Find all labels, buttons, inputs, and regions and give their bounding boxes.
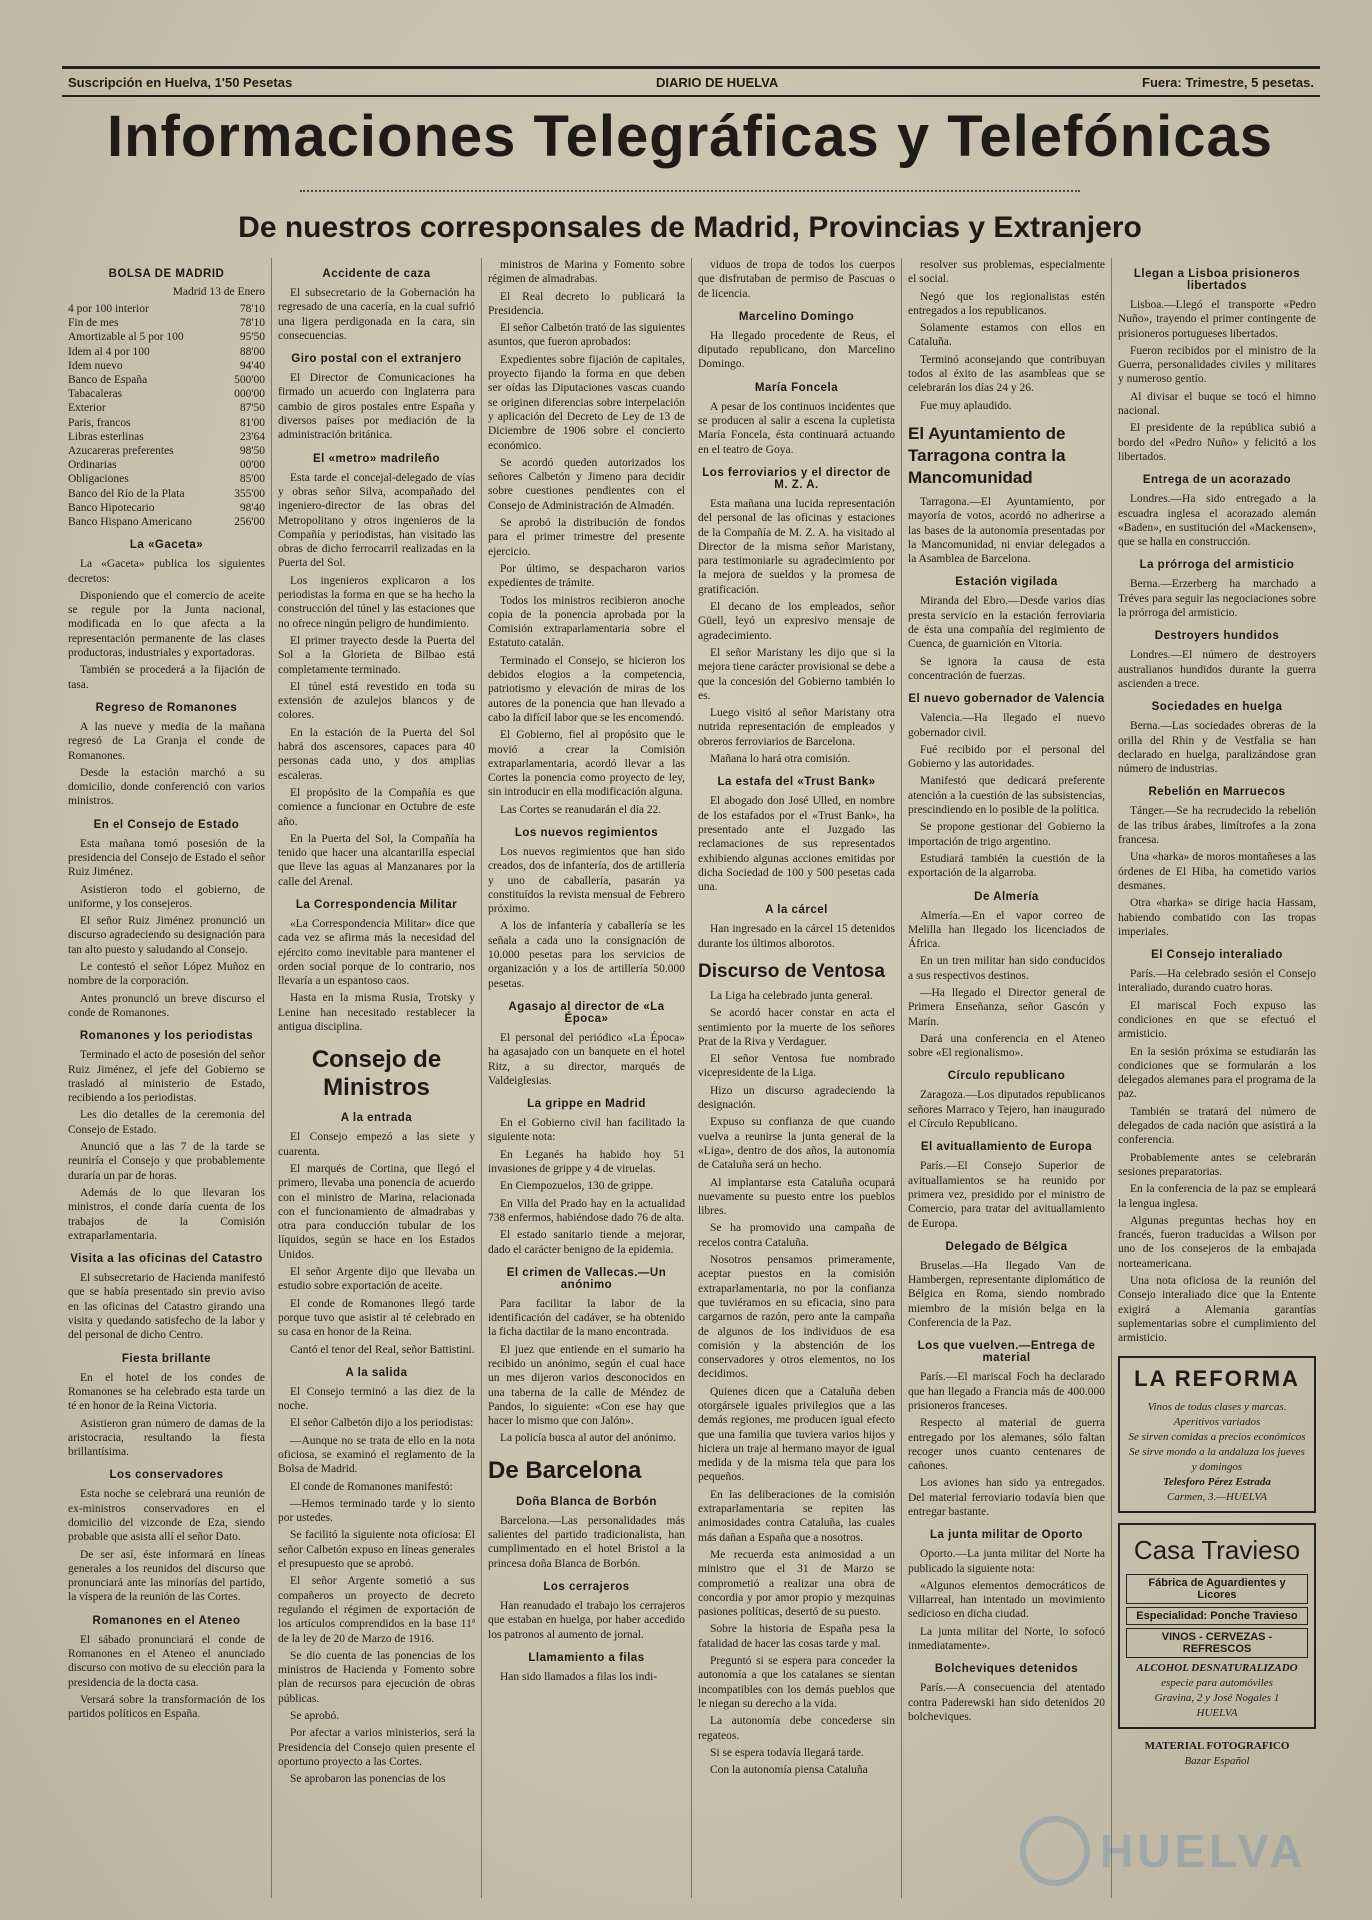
stock-value: 81'00 bbox=[239, 416, 265, 429]
subscription-outside: Fuera: Trimestre, 5 pesetas. bbox=[1142, 74, 1314, 90]
section-heading: Sociedades en huelga bbox=[1151, 701, 1283, 714]
paragraph: Miranda del Ebro.—Desde varios días presta servicio en la estación ferroviaria de ésta una compañía del regimiento de Cuenca, de guarnición en Vitoria. bbox=[908, 595, 1105, 651]
paragraph: París.—A consecuencia del atentado contra Paderewski han sido detenidos 20 bolcheviques. bbox=[908, 1682, 1105, 1723]
section-heading: Los ferroviarios y el director de M. Z. A. bbox=[702, 466, 891, 491]
stock-value: 98'40 bbox=[239, 501, 265, 514]
paragraph: Una nota oficiosa de la reunión del Consejo interaliado dice que la Entente exigirá a Alemania garantías suplementarias sobre el cumplimiento del armisticio. bbox=[1118, 1275, 1316, 1345]
paragraph: Lisboa.—Llegó el transporte «Pedro Nuño», trayendo el primer contingente de prisioneros portugueses libertados. bbox=[1118, 299, 1316, 340]
paragraph: También se procederá a la fijación de tasa. bbox=[68, 664, 265, 691]
section-heading: El «metro» madrileño bbox=[313, 452, 440, 465]
section-heading: Giro postal con el extranjero bbox=[291, 353, 462, 366]
paragraph: Berna.—Las sociedades obreras de la orilla del Rhin y de Vestfalia se han declarado en huelga, paralizándose gran número de industrias. bbox=[1118, 720, 1316, 776]
paragraph: El conde de Romanones llegó tarde porque tuvo que asistir al té celebrado en su casa en honor de la Reina. bbox=[278, 1297, 475, 1339]
paragraph: Negó que los regionalistas estén entregados a los republicanos. bbox=[908, 290, 1105, 317]
stock-value: 78'10 bbox=[239, 303, 265, 315]
paragraph: El Gobierno, fiel al propósito que le movió a crear la Comisión extraparlamentaria, acordó llevar a las Cortes la ponencia como proyecto de ley, sin introducir en ella modificación alguna. bbox=[488, 729, 685, 799]
section-heading: Llamamiento a filas bbox=[528, 1651, 645, 1664]
stock-name: Ordinarias bbox=[68, 459, 117, 472]
paragraph: Los ingenieros explicaron a los periodistas la forma en que se ha hecho la construcción del túnel y las estaciones que no ofrece ningún peligro de hundimiento. bbox=[278, 574, 475, 630]
paragraph: El señor Maristany les dijo que si la mejora tiene carácter provisional se debe a que la concesión del Gobierno también lo es. bbox=[698, 646, 895, 702]
ad-line: Bazar Español bbox=[1184, 1754, 1250, 1767]
paragraph: Barcelona.—Las personalidades más salientes del partido tradicionalista, han cumplimentado en el hotel Bristol a la princesa doña Blanca de Borbón. bbox=[488, 1514, 685, 1570]
section-heading: En el Consejo de Estado bbox=[93, 818, 240, 831]
table-row bbox=[68, 359, 265, 373]
paragraph: Asistieron gran número de damas de la aristocracia, resultando la fiesta brillantísima. bbox=[68, 1417, 265, 1459]
paragraph: Sobre la historia de España pesa la fatalidad de hacer las cosas tarde y mal. bbox=[698, 1623, 895, 1650]
table-row bbox=[68, 330, 265, 344]
column-1 bbox=[62, 258, 272, 1898]
paragraph: Se facilitó la siguiente nota oficiosa: El señor Calbetón expuso en líneas generales el presupuesto que se aprobó. bbox=[278, 1529, 475, 1571]
paragraph: De ser así, éste informará en líneas generales a los reunidos del discurso que pronunciará ante las minorías del partido, la víspera de la reunión de las Cortes. bbox=[68, 1548, 265, 1604]
paragraph: Fueron recibidos por el ministro de la Guerra, personalidades civiles y militares y numeroso gentío. bbox=[1118, 344, 1316, 386]
ad-title: LA REFORMA bbox=[1134, 1365, 1300, 1391]
paragraph: Terminó aconsejando que contribuyan todos al éxito de las asambleas que se celebrarán los días 24 y 26. bbox=[908, 353, 1105, 395]
paragraph: A los de infantería y caballería se les señala a cada uno la consignación de 10.000 pesetas para los servicios de organización y a los de artillería 50.000 pesetas. bbox=[488, 920, 685, 990]
section-heading: Regreso de Romanones bbox=[95, 701, 238, 714]
column-3 bbox=[482, 258, 692, 1898]
section-heading: El Consejo interaliado bbox=[1151, 949, 1283, 962]
ad-line: VINOS - CERVEZAS - REFRESCOS bbox=[1126, 1628, 1308, 1658]
paragraph: En Villa del Prado hay en la actualidad 738 enfermos, habiéndose dado 76 de alta. bbox=[488, 1197, 685, 1224]
stock-name: 4 por 100 interior bbox=[68, 303, 149, 315]
paragraph: También se tratará del número de delegados de cada nación que asistirá a la conferencia. bbox=[1118, 1105, 1316, 1147]
stock-name: Exterior bbox=[68, 402, 106, 415]
stock-value: 355'00 bbox=[234, 487, 265, 500]
paragraph: El señor Ventosa fue nombrado vicepresidente de la Liga. bbox=[698, 1053, 895, 1080]
section-heading: La Correspondencia Militar bbox=[295, 898, 458, 911]
ad-line: Fábrica de Aguardientes y Licores bbox=[1126, 1574, 1308, 1604]
section-heading-large: Discurso de Ventosa bbox=[698, 960, 885, 982]
section-heading-large: El Ayuntamiento de Tarragona contra la Mancomunidad bbox=[908, 423, 1066, 487]
table-row bbox=[68, 373, 265, 387]
ad-line: Especialidad: Ponche Travieso bbox=[1126, 1607, 1308, 1625]
paragraph: El personal del periódico «La Época» ha agasajado con un banquete en el hotel Ritz, a su director, marqués de Valdeiglesias. bbox=[488, 1031, 685, 1087]
paragraph: Los nuevos regimientos que han sido creados, dos de infantería, dos de artillería y uno de caballería, pasarán ya constituídos la revista mensual de Febrero próximo. bbox=[488, 845, 685, 916]
paragraph: El Real decreto lo publicará la Presidencia. bbox=[488, 290, 685, 317]
section-heading: Llegan a Lisboa prisioneros libertados bbox=[1133, 268, 1301, 292]
stock-name: Fin de mes bbox=[68, 317, 119, 330]
paragraph: El Director de Comunicaciones ha firmado un acuerdo con Inglaterra para cambio de giros postales entre España y diversos países por mediación de la administración británica. bbox=[278, 372, 475, 442]
paragraph: París.—El Consejo Superior de avituallamientos se ha reunido por primera vez, presidido por el ministro de Comercio, para tratar del avituallamiento de Europa. bbox=[908, 1160, 1105, 1230]
paragraph: La Liga ha celebrado junta general. bbox=[710, 989, 873, 1002]
column-5 bbox=[902, 258, 1112, 1898]
section-heading: BOLSA DE MADRID bbox=[108, 268, 225, 280]
paragraph: La policía busca al autor del anónimo. bbox=[500, 1432, 676, 1445]
paragraph: —Hemos terminado tarde y lo siento por ustedes. bbox=[278, 1497, 475, 1525]
paragraph: En la estación de la Puerta del Sol habrá dos ascensores, capaces para 40 personas cada uno, y dos amplias escaleras. bbox=[278, 726, 475, 782]
section-heading: Delegado de Bélgica bbox=[945, 1240, 1068, 1253]
ad-line: ALCOHOL DESNATURALIZADO bbox=[1136, 1661, 1298, 1674]
paragraph: ministros de Marina y Fomento sobre régimen de almadrabas. bbox=[488, 259, 685, 286]
section-heading: Visita a las oficinas del Catastro bbox=[70, 1253, 263, 1266]
paragraph: El mariscal Foch expuso las condiciones en que se efectuó el armisticio. bbox=[1118, 999, 1316, 1041]
column-2 bbox=[272, 258, 482, 1898]
paragraph: Probablemente antes se celebrarán sesiones preparatorias. bbox=[1118, 1151, 1316, 1178]
paragraph: Berna.—Erzerberg ha marchado a Tréves para seguir las negociaciones sobre la prórroga del armisticio. bbox=[1118, 578, 1316, 620]
table-row bbox=[68, 430, 265, 444]
section-heading: Accidente de caza bbox=[322, 268, 431, 280]
stock-value: 95'50 bbox=[239, 331, 265, 344]
paragraph: El señor Argente dijo que llevaba un estudio sobre exportación de aceite. bbox=[278, 1266, 475, 1293]
paragraph: Además de lo que llevaran los ministros, el conde daría cuenta de los trabajos de la Comisión extraparlamentaria. bbox=[68, 1186, 265, 1242]
paragraph: Se aprobó la distribución de fondos para el primer trimestre del presente ejercicio. bbox=[488, 517, 685, 558]
stock-name: Tabacaleras bbox=[68, 388, 123, 401]
paragraph: Al implantarse esta Cataluña ocupará nuevamente su puesto entre los pueblos libres. bbox=[698, 1176, 895, 1218]
paragraph: Por último, se despacharon varios expedientes de trámite. bbox=[488, 562, 685, 590]
section-heading: A la salida bbox=[345, 1366, 408, 1379]
stock-value: 94'40 bbox=[239, 359, 265, 372]
paragraph: Fué recibido por el personal del Gobierno y las autoridades. bbox=[908, 743, 1105, 771]
ad-line: Carmen, 3.—HUELVA bbox=[1167, 1490, 1267, 1503]
stock-name: Paris, francos bbox=[68, 416, 131, 429]
newspaper-name: DIARIO DE HUELVA bbox=[655, 74, 779, 90]
page-subtitle: De nuestros corresponsales de Madrid, Provincias y Extranjero bbox=[238, 211, 1142, 244]
table-row bbox=[68, 345, 265, 359]
paragraph: Tarragona.—El Ayuntamiento, por mayoría de votos, acordó no adherirse a las bases de la autonomía presentadas por la Mancomunidad, ni enviar delegados a la Asamblea de Barcelona. bbox=[908, 495, 1105, 566]
paragraph: Se acordó hacer constar en acta el sentimiento por la muerte de los señores Prat de la Riva y Verdaguer. bbox=[698, 1007, 895, 1048]
section-heading: La prórroga del armisticio bbox=[1139, 559, 1295, 572]
paragraph: Asistieron todo el gobierno, de uniforme, y los consejeros. bbox=[68, 883, 265, 910]
paragraph: El marqués de Cortina, que llegó el primero, llevaba una ponencia de acuerdo con el ministro de Marina, relacionada con el funcionamiento de almadrabas y otra para conducción tubular de los líquidos, según se hace en los Estados Unidos. bbox=[278, 1162, 475, 1261]
table-row bbox=[68, 487, 265, 501]
table-row bbox=[68, 501, 265, 515]
paragraph: Manifestó que dedicará preferente atención a la cuestión de las subsistencias, prescindiendo en lo posible de la política. bbox=[908, 775, 1105, 817]
ad-line: Aperitivos variados bbox=[1173, 1415, 1261, 1428]
section-heading: Círculo republicano bbox=[947, 1070, 1066, 1083]
ad-line: Telesforo Pérez Estrada bbox=[1163, 1475, 1271, 1488]
paragraph: Esta tarde el concejal-delegado de vías y obras señor Silva, acompañado del ingeniero-director de las obras del Metropolitano y otros ingenieros de la Compañía y periodistas, han visitado las obras de dicho ferrocarril realizadas en la Puerta del Sol. bbox=[278, 471, 475, 570]
advertisement-la-reforma bbox=[1118, 1356, 1316, 1513]
paragraph: El sábado pronunciará el conde de Romanones en el Ateneo el anunciado discurso con motivo de su elección para la presidencia de la docta casa. bbox=[68, 1633, 265, 1689]
ad-title: Casa Travieso bbox=[1133, 1534, 1301, 1565]
page-title: Informaciones Telegráficas y Telefónicas bbox=[106, 104, 1274, 169]
section-heading: Agasajo al director de «La Época» bbox=[508, 1000, 665, 1025]
section-heading: De Almería bbox=[974, 890, 1039, 903]
paragraph: La junta militar del Norte, lo sofocó inmediatamente». bbox=[908, 1625, 1105, 1653]
paragraph: Una «harka» de moros montañeses a las órdenes de El Hiba, ha cometido varios desmanes. bbox=[1118, 851, 1316, 892]
paragraph: Londres.—El número de destroyers australianos hundidos durante la guerra ascienden a trece. bbox=[1118, 649, 1316, 690]
section-heading: La estafa del «Trust Bank» bbox=[717, 776, 876, 789]
table-row bbox=[68, 444, 265, 458]
paragraph: Todos los ministros recibieron anoche copia de la ponencia aprobada por la Comisión extraparlamentaria sobre el Estatuto catalán. bbox=[488, 594, 685, 650]
stock-table bbox=[68, 302, 265, 529]
columns bbox=[62, 258, 1324, 1898]
paragraph: Terminado el Consejo, se hicieron los debidos elogios a la competencia, patriotismo y elevación de miras de los autores de la ponencia que han llevado a cabo la difícil labor que se les encomendó. bbox=[488, 654, 685, 724]
section-heading-large: De Barcelona bbox=[488, 1456, 642, 1484]
paragraph: Hasta en la misma Rusia, Trotsky y Lenine han necesitado restablecer la antigua disciplina. bbox=[278, 992, 475, 1034]
table-row bbox=[68, 387, 265, 401]
paragraph: Versará sobre la transformación de los partidos políticos en España. bbox=[68, 1693, 265, 1721]
paragraph: —Aunque no se trata de ello en la nota oficiosa, se examinó el reglamento de la Bolsa de Madrid. bbox=[278, 1434, 475, 1476]
paragraph: Luego visitó al señor Maristany otra nutrida representación de empleados y obreros ferroviarios de Barcelona. bbox=[698, 707, 895, 748]
ad-line: Se sirve mondo a la andaluza los jueves y domingos bbox=[1129, 1445, 1305, 1473]
paragraph: «Algunos elementos democráticos de Villarreal, han intentado un movimiento sedicioso en dicha ciudad. bbox=[908, 1579, 1105, 1621]
paragraph: Dará una conferencia en el Ateneo sobre «El regionalismo». bbox=[908, 1032, 1105, 1060]
paragraph: Se ignora la causa de esta concentración de fuerzas. bbox=[908, 655, 1105, 682]
ad-line: HUELVA bbox=[1196, 1706, 1238, 1719]
paragraph: Con la autonomía piensa Cataluña bbox=[710, 1764, 868, 1777]
paragraph: París.—Ha celebrado sesión el Consejo interaliado, durando cuatro horas. bbox=[1118, 968, 1316, 995]
paragraph: Han sido llamados a filas los indi- bbox=[500, 1670, 658, 1683]
paragraph: El abogado don José Ulled, en nombre de los estafados por el «Trust Bank», ha presentado ante el Juzgado las reclamaciones de sus representados exhibiendo algunas acciones emitidas por dicha Sociedad de 100 y 500 pesetas cada una. bbox=[698, 795, 895, 894]
table-row bbox=[68, 302, 265, 316]
paragraph: El presidente de la república subió a bordo del «Pedro Nuño» y felicitó a los libertados. bbox=[1118, 422, 1316, 463]
stock-value: 85'00 bbox=[239, 473, 265, 486]
paragraph: Mañana lo hará otra comisión. bbox=[710, 753, 851, 766]
section-heading: El nuevo gobernador de Valencia bbox=[908, 693, 1105, 706]
paragraph: —Ha llegado el Director general de Primera Enseñanza, señor Gascón y Marín. bbox=[908, 986, 1105, 1028]
paragraph: El señor Calbetón trató de las siguientes asuntos, que fueron aprobados: bbox=[488, 322, 685, 349]
section-heading: Entrega de un acorazado bbox=[1142, 474, 1292, 487]
paragraph: Estudiará también la cuestión de la exportación de la algarroba. bbox=[908, 852, 1105, 880]
paragraph: El decano de los empleados, señor Güell, leyó un expresivo mensaje de agradecimiento. bbox=[698, 601, 895, 642]
paragraph: En el Gobierno civil han facilitado la siguiente nota: bbox=[488, 1117, 685, 1144]
section-heading: El crimen de Vallecas.—Un anónimo bbox=[506, 1266, 667, 1291]
paragraph: Terminado el acto de posesión del señor Ruiz Jiménez, el jefe del Gobierno se trasladó al ministerio de Estado, recibiendo a los periodistas. bbox=[68, 1049, 265, 1105]
paragraph: Los aviones han sido ya entregados. Del material ferroviario todavía bien que entregar bastante. bbox=[908, 1477, 1105, 1518]
table-row bbox=[68, 472, 265, 486]
section-heading: La junta militar de Oporto bbox=[930, 1529, 1083, 1542]
paragraph: En la Puerta del Sol, la Compañía ha tenido que hacer una alcantarilla especial que lleve las aguas al Manzanares por la calle del Arenal. bbox=[278, 832, 475, 888]
stock-value: 78'10 bbox=[239, 317, 265, 330]
paragraph: Si se espera todavía llegará tarde. bbox=[710, 1746, 864, 1759]
paragraph: Bruselas.—Ha llegado Van de Hambergen, representante diplomático de Bélgica en Roma, siendo nombrado miembro de la misión belga en la Conferencia de la Paz. bbox=[908, 1259, 1105, 1330]
paragraph: Solamente estamos con ellos en Cataluña. bbox=[908, 322, 1105, 349]
ad-line: Gravina, 2 y José Nogales 1 bbox=[1154, 1691, 1280, 1704]
paragraph: En la conferencia de la paz se empleará la lengua inglesa. bbox=[1118, 1183, 1316, 1210]
section-heading: Fiesta brillante bbox=[121, 1352, 212, 1365]
paragraph: Ha llegado procedente de Reus, el diputado republicano, don Marcelino Domingo. bbox=[698, 329, 895, 371]
paragraph: En un tren militar han sido conducidos a sus respectivos destinos. bbox=[908, 955, 1105, 982]
table-row bbox=[68, 316, 265, 330]
paragraph: El propósito de la Compañía es que comience a funcionar en Octubre de este año. bbox=[278, 786, 475, 828]
paragraph: En las deliberaciones de la comisión extraparlamentaria se repiten las animosidades contra Cataluña, las cuales más dañan a España que a nosotros. bbox=[698, 1488, 895, 1544]
paragraph: resolver sus problemas, especialmente el social. bbox=[908, 259, 1105, 286]
column-4 bbox=[692, 258, 902, 1898]
paragraph: Al divisar el buque se tocó el himno nacional. bbox=[1118, 390, 1316, 418]
section-heading: Los cerrajeros bbox=[543, 1580, 630, 1593]
paragraph: Oporto.—La junta militar del Norte ha publicado la siguiente nota: bbox=[908, 1548, 1105, 1575]
paragraph: Por afectar a varios ministerios, será la Presidencia del Consejo quien presente el oportuno proyecto a las Cortes. bbox=[278, 1727, 475, 1768]
paragraph: Esta noche se celebrará una reunión de ex-ministros conservadores en el domicilio del vizconde de Eza, siendo probable que asista allí el señor Dato. bbox=[68, 1488, 265, 1544]
paragraph: Para facilitar la labor de la identificación del cadáver, se ha obtenido la ficha dactilar de la mano encontrada. bbox=[488, 1297, 685, 1339]
paragraph: Hizo un discurso agradeciendo la designación. bbox=[698, 1084, 895, 1112]
table-row bbox=[68, 416, 265, 430]
table-row bbox=[68, 458, 265, 472]
stock-name: Banco Hipotecario bbox=[68, 501, 155, 514]
paragraph: Nosotros pensamos primeramente, aceptar puestos en la comisión extraparlamentaria, no por la confianza que tuviéramos en su eficacia, sino para cargarnos de razón, pero ante la campaña de algunos de los individuos de esa comisión y la abstención de los conservadores y otros elementos, no los decidimos. bbox=[698, 1254, 895, 1381]
archive-watermark bbox=[1020, 1806, 1320, 1896]
stock-name: Idem al 4 por 100 bbox=[68, 345, 150, 358]
section-heading: Bolcheviques detenidos bbox=[934, 1663, 1079, 1676]
title-divider bbox=[300, 190, 1080, 192]
paragraph: Han reanudado el trabajo los cerrajeros que estaban en huelga, por haber accedido los patronos al aumento de jornal. bbox=[488, 1599, 685, 1641]
paragraph: Almería.—En el vapor correo de Melilla han llegado los licenciados de África. bbox=[908, 909, 1105, 951]
subscription-local: Suscripción en Huelva, 1'50 Pesetas bbox=[68, 74, 293, 90]
paragraph: El señor Ruiz Jiménez pronunció un discurso agradeciendo su designación para tan alto puesto y saludando al Consejo. bbox=[68, 915, 265, 956]
stock-name: Amortizable al 5 por 100 bbox=[68, 331, 184, 344]
stock-name: Banco de España bbox=[68, 374, 148, 387]
paragraph: En la sesión próxima se estudiarán las condiciones que se formularán a los delegados alemanes para el programa de la paz. bbox=[1118, 1045, 1316, 1101]
paragraph: La autonomía debe concederse sin regateos. bbox=[698, 1715, 895, 1742]
stock-value: 500'00 bbox=[234, 374, 265, 387]
stock-value: 88'00 bbox=[239, 345, 265, 358]
paragraph: Zaragoza.—Los diputados republicanos señores Marraco y Tejero, han inaugurado el Círculo Republicano. bbox=[908, 1089, 1105, 1131]
ad-line: especie para automóviles bbox=[1161, 1676, 1273, 1689]
stock-name: Banco del Río de la Plata bbox=[68, 487, 185, 500]
paragraph: El túnel está revestido en toda su extensión de azulejos blancos y de colores. bbox=[278, 680, 475, 722]
table-row bbox=[68, 401, 265, 415]
advertisement-casa-travieso bbox=[1118, 1523, 1316, 1729]
paragraph: En el hotel de los condes de Romanones se ha celebrado esta tarde un té en honor de la Reina Victoria. bbox=[68, 1371, 265, 1413]
paragraph: «La Correspondencia Militar» dice que cada vez se afirma más la necesidad del ejército como inevitable para mantener el orden social porque de lo contrario, nos llevaría a un espantoso caos. bbox=[278, 917, 475, 988]
masthead bbox=[62, 66, 1320, 97]
paragraph: Preguntó si se espera para conceder la autonomía a que los catalanes se sientan incompatibles con los demás pueblos que le niegan su derecho a la vida. bbox=[698, 1655, 895, 1710]
paragraph: Quienes dicen que a Cataluña deben otorgársele iguales privilegios que a las demás regiones, me producen igual efecto que una familia que tuviera varios hijos y hiciera un traje al hermano mayor de igual medida y de la misma tela que para los pequeños. bbox=[698, 1385, 895, 1484]
stock-value: 23'64 bbox=[239, 430, 265, 443]
paragraph: La «Gaceta» publica los siguientes decretos: bbox=[68, 558, 265, 585]
stock-name: Obligaciones bbox=[68, 473, 129, 486]
paragraph: Algunas preguntas hechas hoy en francés, fueron traducidas a Wilson por uno de los consejeros de la embajada norteamericana. bbox=[1118, 1214, 1316, 1270]
section-heading: Destroyers hundidos bbox=[1154, 630, 1280, 643]
paragraph: A pesar de los continuos incidentes que se producen al salir a escena la cupletista María Foncela, ésta continuará actuando en el teatro de Goya. bbox=[698, 400, 895, 456]
stock-value: 256'00 bbox=[234, 516, 265, 529]
paragraph: Anunció que a las 7 de la tarde se reuniría el Consejo y que probablemente duraría un par de horas. bbox=[68, 1141, 265, 1182]
paragraph: Esta mañana una lucida representación del personal de las oficinas y estaciones de la Compañía de M. Z. A. ha visitado al Director de la misma señor Maristany, para testimoniarle su agradecimiento por la mejora de sueldos y la promesa de gratificación. bbox=[698, 497, 895, 596]
stock-value: 000'00 bbox=[234, 388, 265, 401]
ad-line: Vinos de todas clases y marcas. bbox=[1147, 1400, 1287, 1413]
section-heading: A la entrada bbox=[340, 1112, 413, 1125]
paragraph: Antes pronunció un breve discurso el conde de Romanones. bbox=[68, 992, 265, 1019]
paragraph: El Consejo empezó a las siete y cuarenta. bbox=[278, 1131, 475, 1158]
paragraph: En Leganés ha habido hoy 51 invasiones de grippe y 4 de viruelas. bbox=[488, 1148, 685, 1176]
paragraph: Le contestó el señor López Muñoz en nombre de la corporación. bbox=[68, 961, 265, 988]
paragraph: Desde la estación marchó a su domicilio, donde conferenció con varios ministros. bbox=[68, 766, 265, 808]
paragraph: Respecto al material de guerra entregado por los alemanes, sólo faltan recoger unos cuanto centenares de cañones. bbox=[908, 1417, 1105, 1473]
stock-value: 00'00 bbox=[239, 459, 265, 472]
watermark-text: HUELVA bbox=[1100, 1825, 1307, 1877]
section-heading: El avituallamiento de Europa bbox=[920, 1141, 1093, 1154]
paragraph: El señor Calbetón dijo a los periodistas: bbox=[290, 1417, 474, 1430]
table-row bbox=[68, 515, 265, 529]
section-heading: Estación vigilada bbox=[955, 576, 1058, 589]
stock-name: Idem nuevo bbox=[68, 359, 123, 372]
dateline: Madrid 13 de Enero bbox=[172, 286, 265, 298]
stock-value: 87'50 bbox=[239, 402, 265, 415]
paragraph: Las Cortes se reanudarán el día 22. bbox=[500, 803, 662, 816]
paragraph: El subsecretario de Hacienda manifestó que se había presentado sin previo aviso en las oficinas del Catastro girando una visita y quedando satisfecho de la labor y del personal de dicho Centro. bbox=[68, 1272, 265, 1342]
paragraph: El primer trayecto desde la Puerta del Sol a la Glorieta de Bilbao está completamente terminado. bbox=[278, 634, 475, 676]
paragraph: París.—El mariscal Foch ha declarado que han llegado a Francia más de 400.000 prisioneros franceses. bbox=[908, 1371, 1105, 1412]
paragraph: Se propone gestionar del Gobierno la importación de trigo argentino. bbox=[908, 821, 1105, 848]
paragraph: Me recuerda esta animosidad a un ministro que el 31 de Marzo se comprometió a realizar una obra de concordia y por amor propio y mezquinas pasiones políticas, desertó de su puesto. bbox=[698, 1548, 895, 1619]
paragraph: Se ha promovido una campaña de recelos contra Cataluña. bbox=[698, 1222, 895, 1249]
paragraph: El señor Argente sometió a sus compañeros un proyecto de decreto regulando el régimen de exportación de los artículos comprendidos en la base 11ª de la ley de 20 de Marzo de 1916. bbox=[278, 1575, 475, 1645]
paragraph: Londres.—Ha sido entregado a la escuadra inglesa el acorazado alemán «Baden», en sustitución del «Mackensen», que se halla en construcción. bbox=[1118, 493, 1316, 549]
section-heading: Marcelino Domingo bbox=[738, 310, 855, 323]
paragraph: Les dio detalles de la ceremonia del Consejo de Estado. bbox=[68, 1109, 265, 1136]
paragraph: El Consejo terminó a las diez de la noche. bbox=[278, 1385, 475, 1413]
paragraph: Se aprobó. bbox=[290, 1710, 340, 1723]
paragraph: Valencia.—Ha llegado el nuevo gobernador civil. bbox=[908, 712, 1105, 739]
paragraph: El subsecretario de la Gobernación ha regresado de una cacería, en la cual sufrió una ligera perdigonada en la cara, sin consecuencias. bbox=[278, 287, 475, 342]
paragraph: El conde de Romanones manifestó: bbox=[290, 1480, 453, 1493]
stock-name: Azucareras preferentes bbox=[68, 445, 174, 458]
ad-line: MATERIAL FOTOGRAFICO bbox=[1144, 1739, 1290, 1752]
section-heading: A la cárcel bbox=[765, 904, 828, 917]
section-heading: La «Gaceta» bbox=[129, 539, 204, 552]
paragraph: Expuso su confianza de que cuando vuelva a reunirse la junta general de la «Liga», dentro de dos años, la autonomía de Cataluña será un hecho. bbox=[698, 1116, 895, 1172]
paragraph: Fue muy aplaudido. bbox=[920, 399, 1012, 412]
stock-value: 98'50 bbox=[239, 445, 265, 458]
section-heading-large: Consejo de Ministros bbox=[311, 1046, 442, 1102]
stock-name: Libras esterlinas bbox=[68, 430, 144, 443]
paragraph: En Ciempozuelos, 130 de grippe. bbox=[500, 1180, 654, 1193]
ad-line: Se sirven comidas a precios económicos bbox=[1128, 1430, 1306, 1443]
paragraph: Tánger.—Se ha recrudecido la rebelión de las tribus árabes, limítrofes a la zona francesa. bbox=[1118, 805, 1316, 847]
paragraph: Se dio cuenta de las ponencias de los ministros de Hacienda y Fomento sobre plan de recursos para ejecución de obras públicas. bbox=[278, 1649, 475, 1705]
section-heading: Doña Blanca de Borbón bbox=[516, 1495, 657, 1508]
section-heading: Romanones y los periodistas bbox=[79, 1030, 254, 1043]
paragraph: Expedientes sobre fijación de capitales, proyecto fijando la forma en que deben ser oídas las Diputaciones vascas cuando se originen diferencias sobre interpelación y aplicación del Decreto de Ley de 13 de Diciembre de 1906 sobre el concierto económico. bbox=[488, 353, 685, 452]
stock-name: Banco Hispano Americano bbox=[68, 516, 192, 529]
paragraph: Se acordó queden autorizados los señores Calbetón y Jimeno para decidir sobre cuestiones pendientes con el Consejo de Administración de Almadén. bbox=[488, 456, 685, 512]
paragraph: El juez que entiende en el sumario ha recibido un anónimo, según el cual hace un mes dijeron varios desconocidos en una taberna de la calle de Méndez de Pandos, lo siguiente: «Con ese hay que hacer lo mismo que con Jalón». bbox=[488, 1343, 685, 1428]
section-heading: La grippe en Madrid bbox=[527, 1098, 646, 1111]
section-heading: María Foncela bbox=[754, 381, 839, 394]
paragraph: Disponiendo que el comercio de aceite se regule por la Junta nacional, modificada en lo que afecta a la representación permanente de las clases productoras, industriales y exportadoras. bbox=[68, 589, 265, 660]
paragraph: A las nueve y media de la mañana regresó de La Granja el conde de Romanones. bbox=[68, 720, 265, 762]
section-heading: Los nuevos regimientos bbox=[514, 826, 659, 839]
paragraph: El estado sanitario tiende a mejorar, dado el carácter benigno de la epidemia. bbox=[488, 1229, 685, 1256]
paragraph: viduos de tropa de todos los cuerpos que disfrutaban de permiso de Pascuas o de licencia. bbox=[698, 259, 895, 300]
paragraph: Cantó el tenor del Real, señor Battistini. bbox=[290, 1343, 475, 1356]
section-heading: Los conservadores bbox=[109, 1469, 224, 1482]
section-heading: Romanones en el Ateneo bbox=[92, 1614, 241, 1627]
column-6 bbox=[1112, 258, 1322, 1898]
advertisement-material-fotografico bbox=[1118, 1739, 1316, 1769]
section-heading: Rebelión en Marruecos bbox=[1148, 786, 1286, 799]
paragraph: Otra «harka» se dirige hacia Hassam, habiendo combatido con las tropas imperiales. bbox=[1118, 897, 1316, 938]
paragraph: Esta mañana tomó posesión de la presidencia del Consejo de Estado el señor Ruiz Jiménez. bbox=[68, 837, 265, 879]
section-heading: Los que vuelven.—Entrega de material bbox=[917, 1340, 1096, 1365]
seal-icon bbox=[1020, 1816, 1090, 1886]
paragraph: Han ingresado en la cárcel 15 detenidos durante los últimos alborotos. bbox=[698, 923, 895, 950]
paragraph: Se aprobaron las ponencias de los bbox=[290, 1773, 446, 1786]
